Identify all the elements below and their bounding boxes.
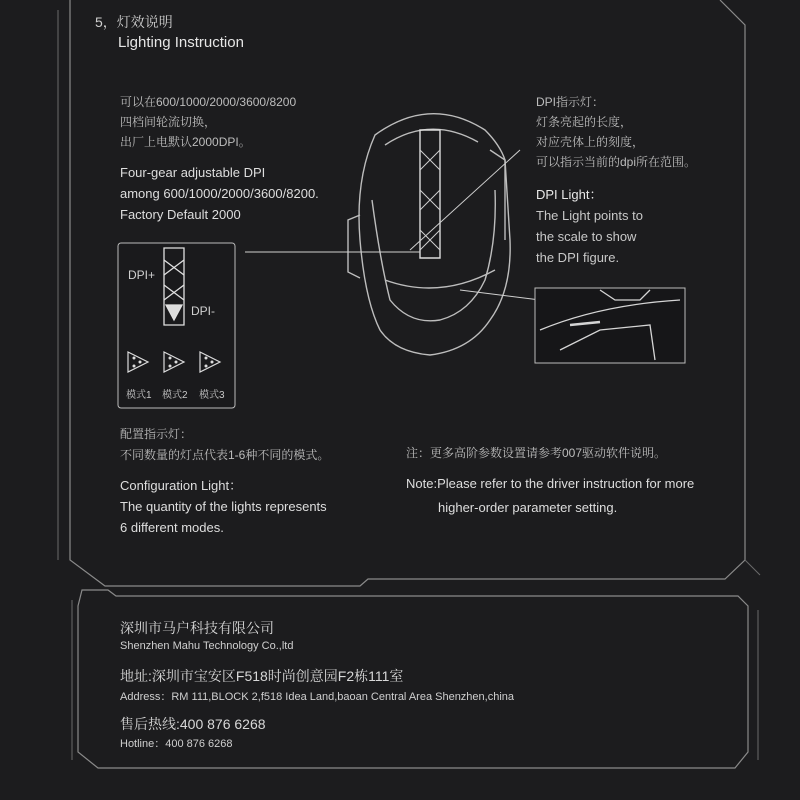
section-title-cn: 5，灯效说明 [95, 14, 173, 30]
config-light-description-en: Configuration Light： The quantity of the lights represents 6 different modes. [120, 478, 327, 535]
company-name-cn: 深圳市马户科技有限公司 [120, 620, 274, 636]
dpi-light-description-en: The Light points to the scale to show the DPI figure. [536, 208, 643, 265]
address-en: Address：RM 111,BLOCK 2,f518 Idea Land,baoan Central Area Shenzhen,china [120, 691, 515, 703]
pointer-line-dpi [410, 150, 520, 250]
dpi-light-title-en: DPI Light： [536, 187, 603, 202]
hotline-cn: 售后热线:400 876 6268 [120, 716, 266, 732]
dpi-light-description-cn: DPI指示灯： 灯条亮起的长度， 对应壳体上的刻度， 可以指示当前的dpi所在范围。 [536, 95, 697, 169]
config-light-description-cn: 配置指示灯： 不同数量的灯点代表1-6种不同的模式。 [120, 427, 330, 462]
mode-3-label: 模式3 [199, 390, 225, 401]
section-title-en: Lighting Instruction [118, 34, 244, 51]
note-en-line2: higher-order parameter setting. [438, 500, 618, 515]
dpi-closeup-box [535, 288, 685, 363]
dpi-description-en: Four-gear adjustable DPI among 600/1000/2000/3600/8200. Factory Default 2000 [120, 165, 319, 222]
hotline-en: Hotline：400 876 6268 [120, 738, 233, 750]
pointer-line-closeup [460, 290, 540, 300]
dpi-plus-label: DPI+ [128, 268, 156, 282]
mouse-illustration [348, 114, 510, 355]
note-cn: 注：更多高阶参数设置请参考007驱动软件说明。 [406, 446, 667, 460]
mode-2-label: 模式2 [162, 390, 188, 401]
address-cn: 地址:深圳市宝安区F518时尚创意园F2栋111室 [120, 668, 404, 684]
mode-1-label: 模式1 [126, 390, 152, 401]
dpi-description-cn: 可以在600/1000/2000/3600/8200 四档间轮流切换， 出厂上电默认2000DPI。 [120, 95, 297, 149]
note-en-line1: Note:Please refer to the driver instruction for more [406, 476, 695, 491]
company-name-en: Shenzhen Mahu Technology Co.,ltd [120, 640, 294, 652]
dpi-minus-label: DPI- [191, 304, 215, 318]
